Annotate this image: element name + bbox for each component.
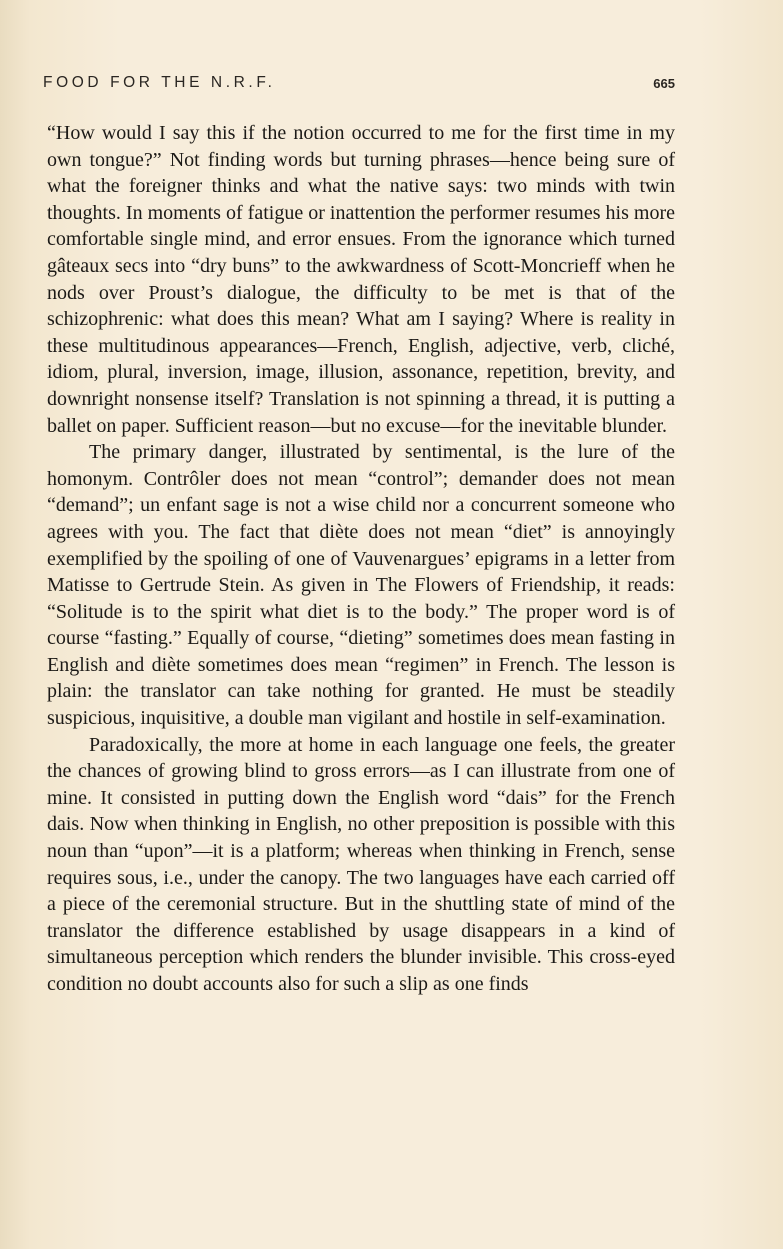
- paragraph: Paradoxically, the more at home in each language one feels, the greater the chances of growing blind to gross errors—as I can illustrate from one of mine. It consisted in putting down the English word “dais” for the French dais. Now when thinking in English, no other preposition is possible with this noun than “upon”—it is a platform; whereas when thinking in French, sense requires sous, i.e., under the canopy. The two languages have each carried off a piece of the ceremonial structure. But in the shuttling state of mind of the translator the difference established by usage disappears in a kind of simultaneous perception which renders the blunder invisible. This cross-eyed condition no doubt accounts also for such a slip as one finds: [47, 733, 675, 995]
- body-text: [47, 120, 675, 998]
- paragraph: The primary danger, illustrated by sentimental, is the lure of the homonym. Contrôler does not mean “control”; demander does not mean “demand”; un enfant sage is not a wise child nor a concurrent someone who agrees with you. The fact that diète does not mean “diet” is annoyingly exemplified by the spoiling of one of Vauvenargues’ epigrams in a letter from Matisse to Gertrude Stein. As given in The Flowers of Friendship, it reads: “Solitude is to the spirit what diet is to the body.” The proper word is of course “fasting.” Equally of course, “dieting” sometimes does mean fasting in English and diète sometimes does mean “regimen” in French. The lesson is plain: the translator can take nothing for granted. He must be steadily suspicious, inquisitive, a double man vigilant and hostile in self-examination.: [47, 441, 675, 730]
- page-number: 665: [653, 76, 675, 91]
- running-head: FOOD FOR THE N.R.F.: [43, 74, 276, 91]
- paragraph: “How would I say this if the notion occurred to me for the first time in my own tongue?” Not finding words but turning phrases—hence being sure of what the foreigner thinks and what the native says: two minds with twin thoughts. In moments of fatigue or inattention the performer resumes his more comfortable single mind, and error ensues. From the ignorance which turned gâteaux secs into “dry buns” to the awkwardness of Scott-Moncrieff when he nods over Proust’s dialogue, the difficulty to be met is that of the schizophrenic: what does this mean? What am I saying? Where is reality in these multitudinous appearances—French, English, adjective, verb, cliché, idiom, plural, inversion, image, illusion, assonance, repetition, brevity, and downright nonsense itself? Translation is not spinning a thread, it is putting a ballet on paper. Sufficient reason—but no excuse—for the inevitable blunder.: [47, 122, 675, 437]
- page-header: [43, 74, 675, 100]
